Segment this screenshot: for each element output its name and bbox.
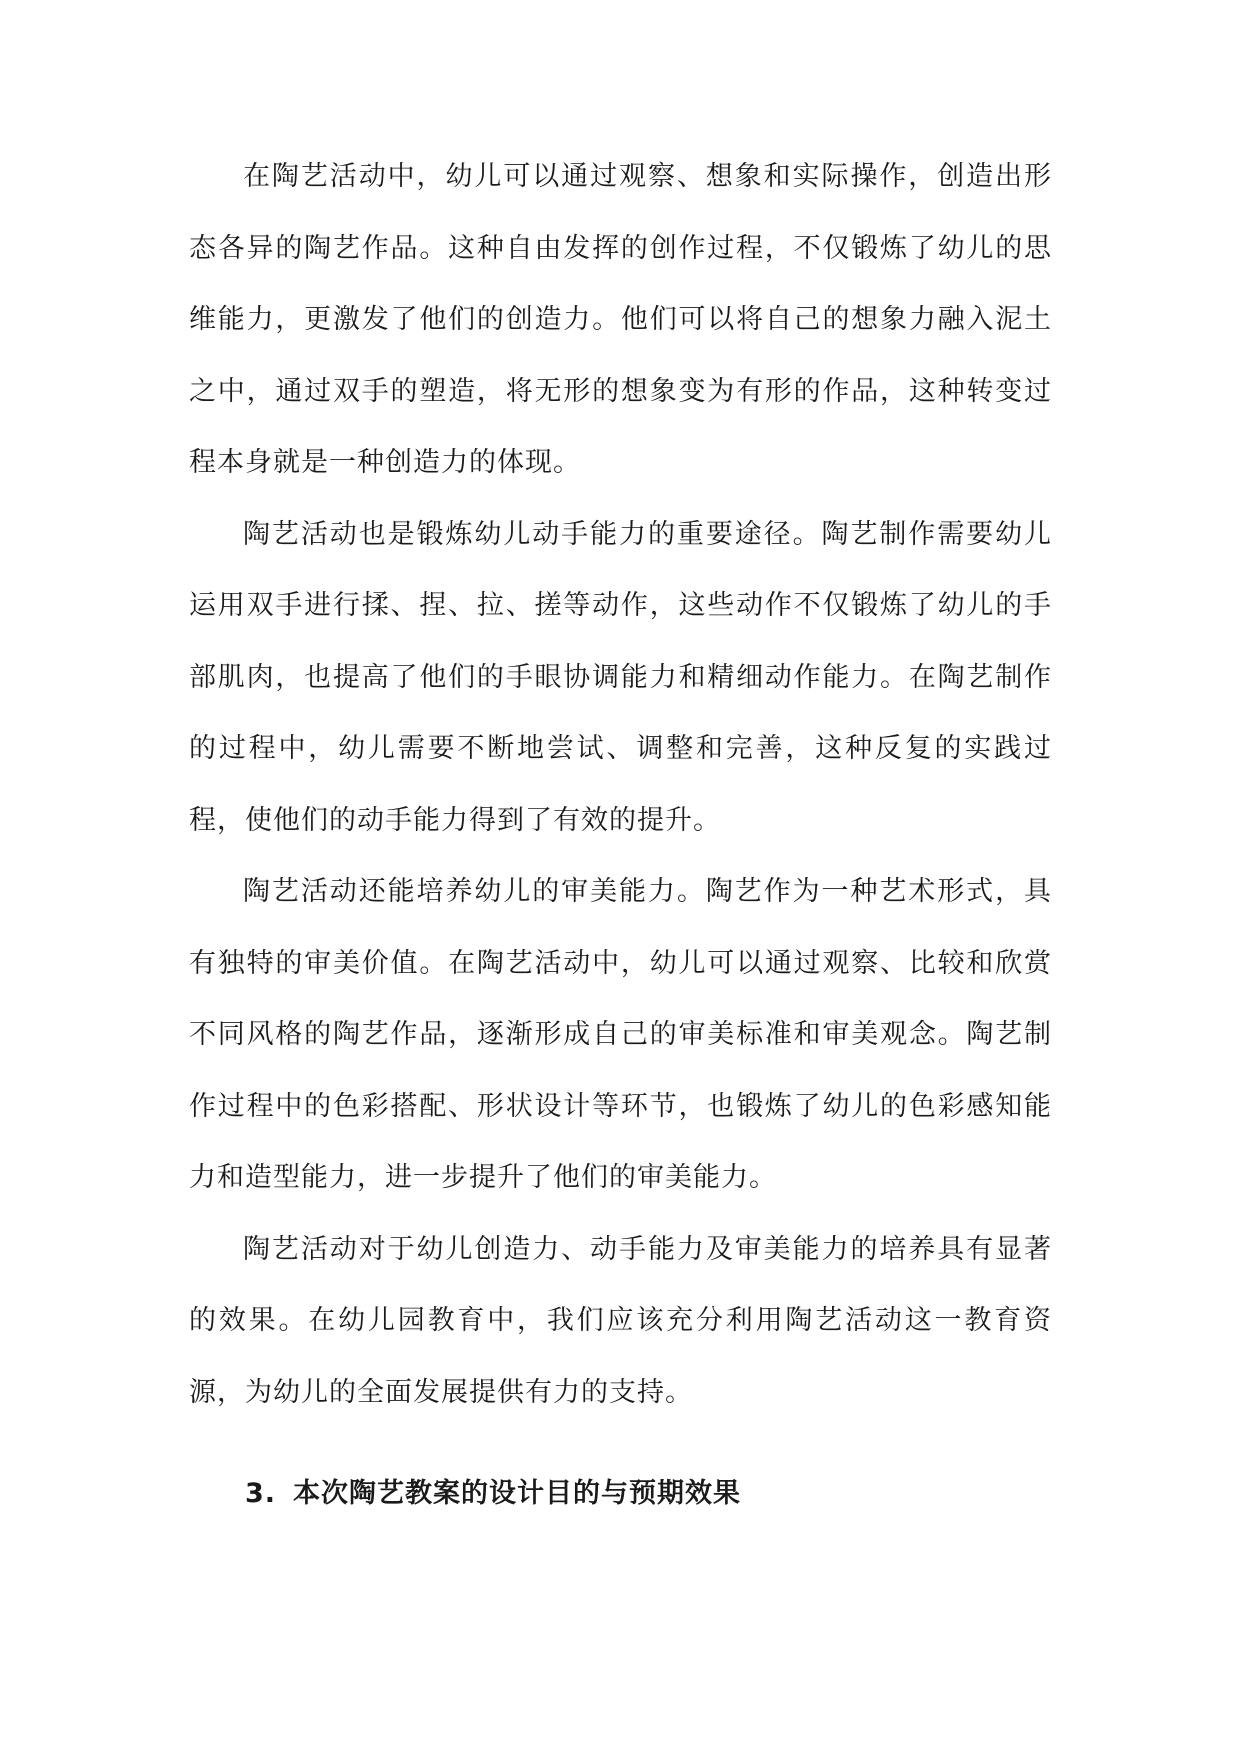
- section-title: 本次陶艺教案的设计目的与预期效果: [293, 1478, 741, 1509]
- paragraph-hands-on-ability: 陶艺活动也是锻炼幼儿动手能力的重要途径。陶艺制作需要幼儿运用双手进行揉、捏、拉、搓等动作，这些动作不仅锻炼了幼儿的手部肌肉，也提高了他们的手眼协调能力和精细动作能力。在陶艺制作的过程中，幼儿需要不断地尝试、调整和完善，这种反复的实践过程，使他们的动手能力得到了有效的提升。: [189, 518, 1052, 836]
- document-body: [189, 141, 1052, 1530]
- paragraph-conclusion: 陶艺活动对于幼儿创造力、动手能力及审美能力的培养具有显著的效果。在幼儿园教育中，我们应该充分利用陶艺活动这一教育资源，为幼儿的全面发展提供有力的支持。: [189, 1233, 1052, 1408]
- paragraph-creativity: 在陶艺活动中，幼儿可以通过观察、想象和实际操作，创造出形态各异的陶艺作品。这种自由发挥的创作过程，不仅锻炼了幼儿的思维能力，更激发了他们的创造力。他们可以将自己的想象力融入泥土之中，通过双手的塑造，将无形的想象变为有形的作品，这种转变过程本身就是一种创造力的体现。: [189, 161, 1052, 478]
- paragraph-aesthetic-ability: 陶艺活动还能培养幼儿的审美能力。陶艺作为一种艺术形式，具有独特的审美价值。在陶艺活动中，幼儿可以通过观察、比较和欣赏不同风格的陶艺作品，逐渐形成自己的审美标准和审美观念。陶艺制作过程中的色彩搭配、形状设计等环节，也锻炼了幼儿的色彩感知能力和造型能力，进一步提升了他们的审美能力。: [189, 876, 1052, 1193]
- section-number: 3.: [245, 1478, 277, 1509]
- section-heading: [189, 1458, 1052, 1530]
